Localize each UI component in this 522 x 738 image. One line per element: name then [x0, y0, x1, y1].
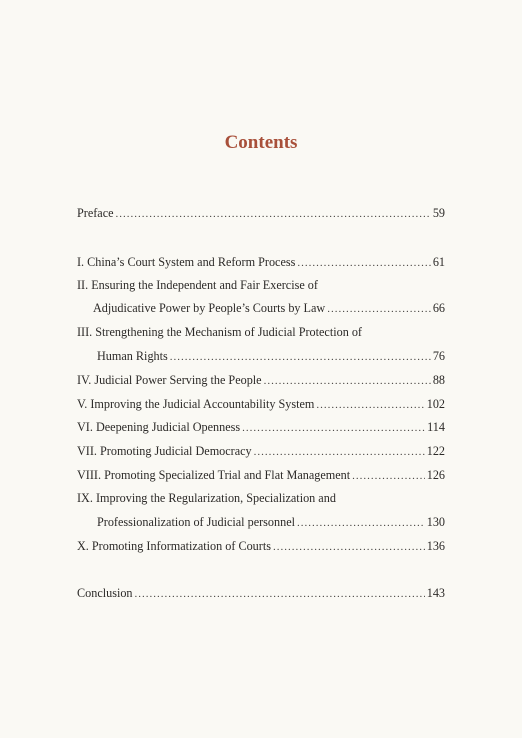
toc-entry-section-4: [77, 371, 445, 389]
toc-entry-text: I. China’s Court System and Reform Process: [77, 255, 296, 269]
toc-entry-section-3-line-2: [97, 347, 445, 365]
toc-page-number: 114: [427, 420, 445, 434]
toc-entry-text: Adjudicative Power by People’s Courts by Law: [93, 301, 326, 315]
toc-page-number: 130: [426, 515, 445, 529]
toc-entry-conclusion: [77, 584, 445, 602]
toc-leader-dots: [327, 300, 431, 318]
toc-entry-section-6: [77, 418, 445, 436]
toc-page-number: 143: [426, 586, 445, 600]
toc-leader-dots: [135, 585, 425, 603]
toc-entry-section-9-line-2: [97, 513, 445, 531]
toc-entry-text: Conclusion: [77, 586, 133, 600]
toc-entry-section-8: [77, 466, 445, 484]
toc-entry-text: VII. Promoting Judicial Democracy: [77, 444, 252, 458]
toc-entry-text: IX. Improving the Regularization, Specialization and: [77, 491, 336, 505]
contents-title: Contents: [224, 132, 298, 153]
toc-page-number: 88: [432, 373, 445, 387]
toc-leader-dots: [170, 348, 431, 366]
toc-leader-dots: [242, 419, 425, 437]
toc-leader-dots: [316, 396, 424, 414]
toc-entry-text: VI. Deepening Judicial Openness: [77, 420, 241, 434]
toc-entry-section-10: [77, 537, 445, 555]
toc-entry-text: Preface: [77, 206, 114, 220]
toc-entry-text: II. Ensuring the Independent and Fair Exercise of: [77, 278, 318, 292]
toc-page-number: 122: [426, 444, 445, 458]
toc-entry-text: Human Rights: [97, 349, 168, 363]
toc-leader-dots: [116, 205, 431, 223]
toc-page-number: 66: [432, 301, 445, 315]
toc-page-number: 126: [426, 468, 445, 482]
toc-page-number: 61: [432, 255, 445, 269]
toc-entry-section-3-line-1: [77, 323, 445, 341]
toc-leader-dots: [264, 372, 431, 390]
toc-entry-text: VIII. Promoting Specialized Trial and Flat Management: [77, 468, 351, 482]
toc-page-number: 102: [426, 397, 445, 411]
toc-entry-section-9-line-1: [77, 489, 445, 507]
toc-leader-dots: [297, 254, 430, 272]
toc-entry-text: V. Improving the Judicial Accountability System: [77, 397, 315, 411]
toc-entry-section-1: [77, 253, 445, 271]
toc-entry-section-7: [77, 442, 445, 460]
toc-page-number: 59: [432, 206, 445, 220]
toc-entry-section-5: [77, 395, 445, 413]
toc-leader-dots: [352, 467, 425, 485]
toc-page-number: 76: [432, 349, 445, 363]
toc-entry-section-2-line-1: [77, 276, 445, 294]
toc-entry-section-2-line-2: [93, 299, 445, 317]
toc-page-number: 136: [426, 539, 445, 553]
toc-leader-dots: [297, 514, 425, 532]
toc-entry-text: Professionalization of Judicial personnel: [97, 515, 295, 529]
toc-entry-preface: [77, 204, 445, 222]
toc-leader-dots: [273, 538, 425, 556]
toc-entry-text: III. Strengthening the Mechanism of Judicial Protection of: [77, 325, 362, 339]
toc-entry-text: IV. Judicial Power Serving the People: [77, 373, 262, 387]
toc-leader-dots: [254, 443, 425, 461]
toc-entry-text: X. Promoting Informatization of Courts: [77, 539, 271, 553]
